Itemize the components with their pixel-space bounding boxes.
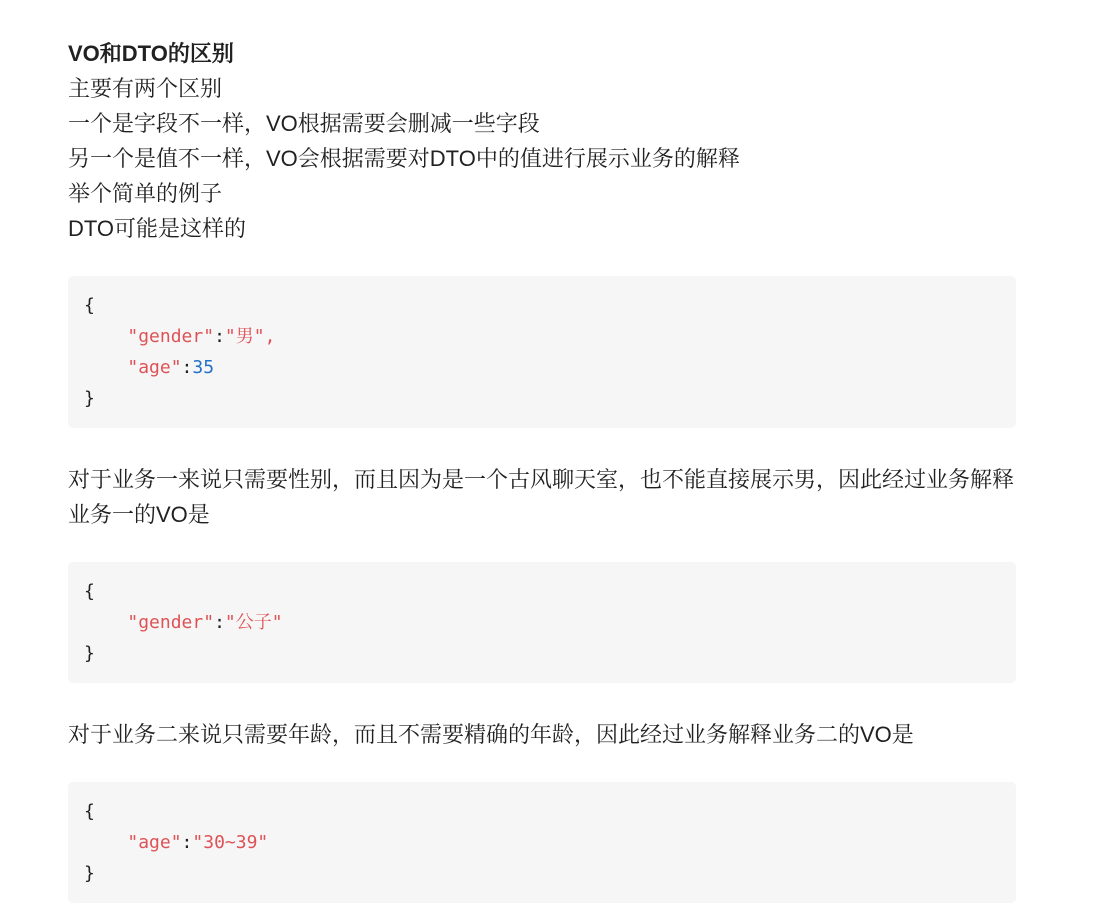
code-line: "age":"30~39" [127, 832, 269, 853]
article-title: VO和DTO的区别 [68, 41, 234, 66]
code-line: "gender":"公子" [127, 612, 283, 633]
intro-line-3: 另一个是值不一样，VO会根据需要对DTO中的值进行展示业务的解释 [68, 146, 740, 171]
code-block-vo-business2 [68, 782, 1016, 903]
intro-line-4: 举个简单的例子 [68, 181, 223, 206]
paragraph-business1: 对于业务一来说只需要性别，而且因为是一个古风聊天室，也不能直接展示男，因此经过业务解释业务一的VO是 [68, 467, 1015, 527]
code-block-dto-example [68, 276, 1016, 428]
code-line: } [84, 863, 95, 884]
code-line: } [84, 643, 95, 664]
code-line: { [84, 581, 95, 602]
code-line: { [84, 295, 95, 316]
code-line: } [84, 388, 95, 409]
code-line: { [84, 801, 95, 822]
paragraph-business2: 对于业务二来说只需要年龄，而且不需要精确的年龄，因此经过业务解释业务二的VO是 [68, 722, 914, 747]
code-block-vo-business1 [68, 562, 1016, 683]
intro-line-5: DTO可能是这样的 [68, 216, 247, 241]
code-line: "gender":"男", [127, 326, 276, 347]
code-line: "age":35 [127, 357, 215, 378]
intro-line-1: 主要有两个区别 [68, 76, 223, 101]
intro-line-2: 一个是字段不一样，VO根据需要会删减一些字段 [68, 111, 540, 136]
